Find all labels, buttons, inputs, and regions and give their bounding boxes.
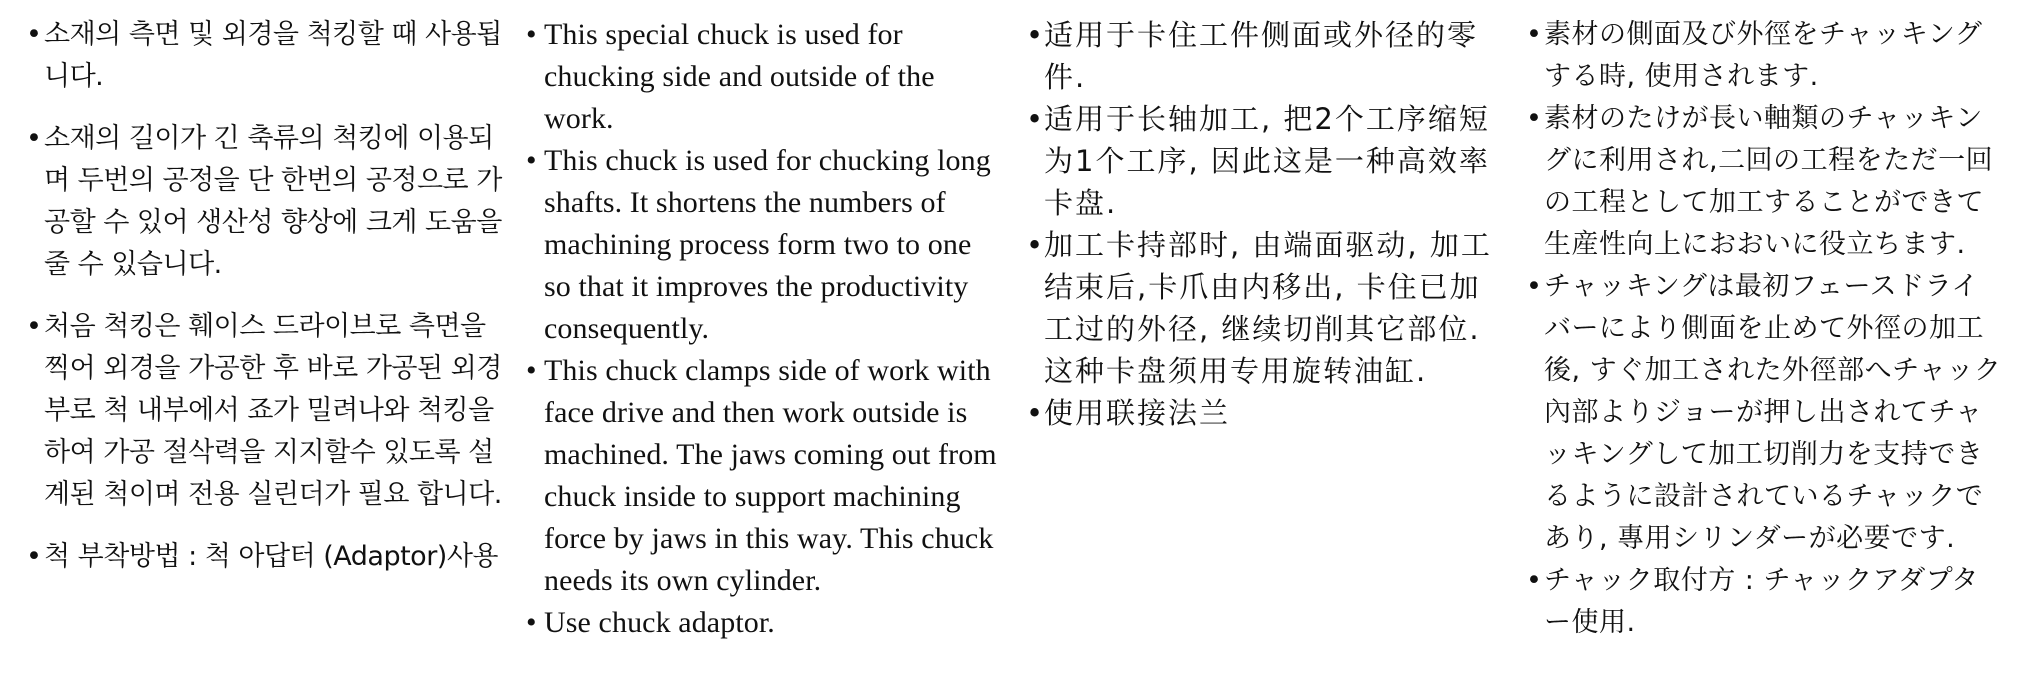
chinese-item-mounting: • 使用联接法兰 xyxy=(1024,392,1502,434)
chinese-column xyxy=(1024,14,1502,434)
chinese-bullet-list xyxy=(1024,14,1502,434)
chinese-item-usage: • 适用于卡住工件侧面或外径的零件. xyxy=(1024,14,1502,98)
korean-item-usage: • 소재의 측면 및 외경을 척킹할 때 사용됩니다. xyxy=(24,14,502,98)
english-bullet-list xyxy=(524,14,1002,644)
chinese-item-long-shafts: • 适用于长轴加工, 把2个工序缩短为1个工序, 因此这是一种高效率卡盘. xyxy=(1024,98,1502,224)
korean-item-long-shafts: • 소재의 길이가 긴 축류의 척킹에 이용되며 두번의 공정을 단 한번의 공정으로 가공할 수 있어 생산성 향상에 크게 도움을 줄 수 있습니다. xyxy=(24,118,502,286)
chinese-item-face-drive: • 加工卡持部时, 由端面驱动, 加工结束后,卡爪由内移出, 卡住已加工过的外径, 继续切削其它部位. 这种卡盘须用专用旋转油缸. xyxy=(1024,224,1502,392)
korean-column xyxy=(24,14,502,578)
korean-bullet-list xyxy=(24,14,502,578)
english-item-mounting: • Use chuck adaptor. xyxy=(524,602,1002,644)
korean-item-face-drive: • 처음 척킹은 훼이스 드라이브로 측면을 찍어 외경을 가공한 후 바로 가공된 외경부로 척 내부에서 죠가 밀려나와 척킹을 하여 가공 절삭력을 지지할수 있도록 설계된 척이며 전용 실린더가 필요 합니다. xyxy=(24,306,502,516)
korean-item-mounting: • 척 부착방법 : 척 아답터 (Adaptor)사용 xyxy=(24,536,502,578)
japanese-item-mounting: • チャック取付方 : チャックアダプター使用. xyxy=(1524,560,2004,644)
japanese-item-face-drive: • チャッキングは最初フェースドライバーにより側面を止めて外徑の加工後, すぐ加工された外徑部へチャック內部よりジョーが押し出されてチャッキングして加工切削力を支持できるように設計されているチャックであり, 專用シリンダーが必要です. xyxy=(1524,266,2004,560)
english-item-face-drive: • This chuck clamps side of work with face drive and then work outside is machined. The jaws coming out from chuck inside to support machining force by jaws in this way. This chuck needs its own cylinder. xyxy=(524,350,1002,602)
japanese-item-long-shafts: • 素材のたけが長い軸類のチャッキングに利用され,二回の工程をただ一回の工程として加工することができて生産性向上におおいに役立ちます. xyxy=(1524,98,2004,266)
japanese-bullet-list xyxy=(1524,14,2004,644)
english-item-long-shafts: • This chuck is used for chucking long shafts. It shortens the numbers of machining process form two to one so that it improves the productivity consequently. xyxy=(524,140,1002,350)
japanese-column xyxy=(1524,14,2004,644)
english-column xyxy=(524,14,1002,644)
english-item-usage: • This special chuck is used for chucking side and outside of the work. xyxy=(524,14,1002,140)
japanese-item-usage: • 素材の側面及び外徑をチャッキングする時, 使用されます. xyxy=(1524,14,2004,98)
